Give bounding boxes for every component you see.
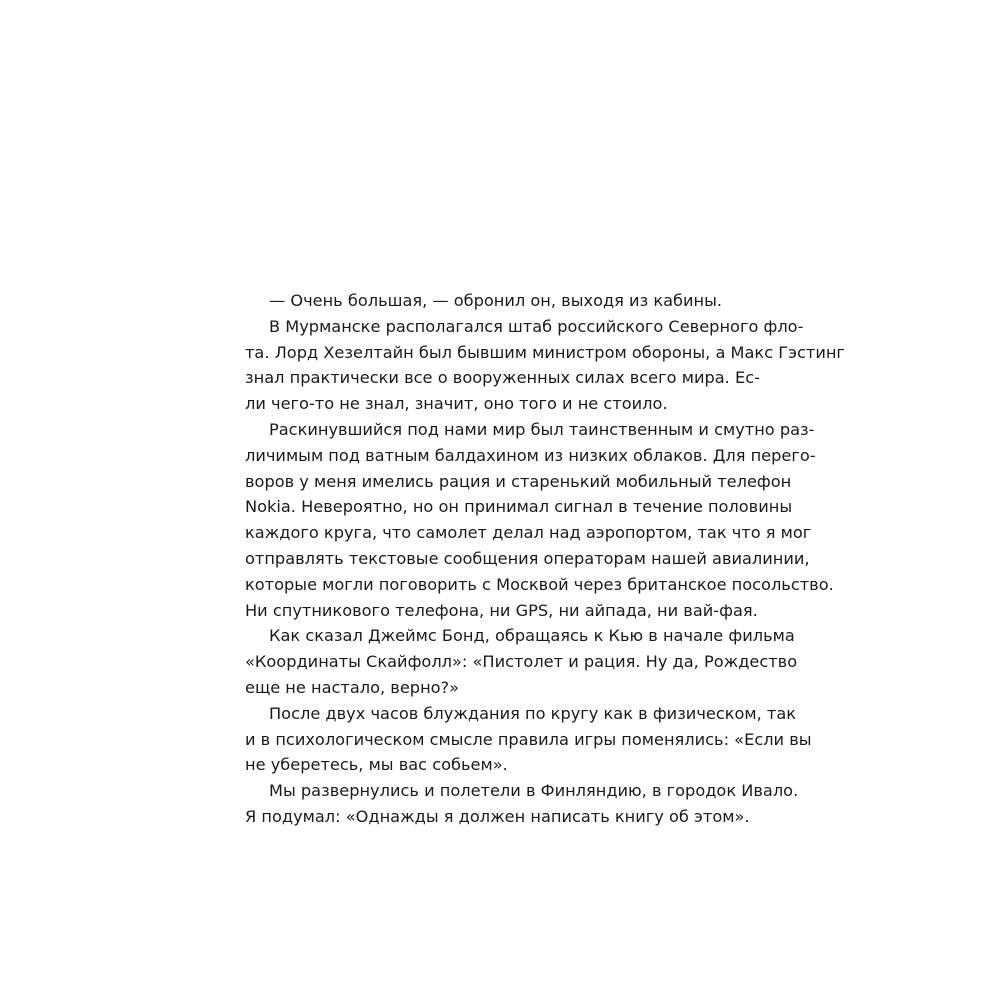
- paragraph: [245, 701, 812, 778]
- text-line: Раскинувшийся под нами мир был таинственным и смутно раз-: [269, 419, 815, 439]
- text-line: воров у меня имелись рация и старенький мобильный телефон: [245, 471, 792, 491]
- text-line: каждого круга, что самолет делал над аэропортом, так что я мог: [245, 523, 812, 543]
- text-line: и в психологическом смысле правила игры поменялись: «Если вы: [245, 729, 812, 749]
- paragraph: [245, 417, 834, 623]
- text-line: отправлять текстовые сообщения операторам нашей авиалинии,: [245, 548, 810, 568]
- text-line: В Мурманске располагался штаб российского Северного фло-: [269, 316, 804, 336]
- text-line: Nokia. Невероятно, но он принимал сигнал в течение половины: [245, 497, 793, 517]
- paragraph: [245, 288, 760, 314]
- text-line: не уберетесь, мы вас собьем».: [245, 755, 508, 775]
- text-line: После двух часов блуждания по кругу как в физическом, так: [269, 703, 797, 723]
- text-line: знал практически все о вооруженных силах всего мира. Ес-: [245, 368, 760, 388]
- body-text: [245, 288, 845, 830]
- paragraph: [245, 778, 799, 830]
- text-line: Как сказал Джеймс Бонд, обращаясь к Кью в начале фильма: [269, 626, 795, 646]
- text-line: ли чего-то не знал, значит, оно того и не стоило.: [245, 394, 668, 414]
- text-line: которые могли поговорить с Москвой через британское посольство.: [245, 574, 834, 594]
- text-line: еще не настало, верно?»: [245, 677, 460, 697]
- text-line: та. Лорд Хезелтайн был бывшим министром обороны, а Макс Гэстинг: [245, 342, 845, 362]
- text-line: «Координаты Скайфолл»: «Пистолет и рация. Ну да, Рождество: [245, 652, 798, 672]
- text-line: личимым под ватным балдахином из низких облаков. Для перего-: [245, 445, 816, 465]
- paragraph: [245, 314, 845, 417]
- text-line: Ни спутникового телефона, ни GPS, ни айпада, ни вай-фая.: [245, 600, 758, 620]
- text-line: Мы развернулись и полетели в Финляндию, в городок Ивало.: [269, 781, 799, 801]
- text-line: Я подумал: «Однажды я должен написать книгу об этом».: [245, 806, 750, 826]
- paragraph: [245, 623, 798, 700]
- text-line: — Очень большая, — обронил он, выходя из кабины.: [269, 291, 723, 310]
